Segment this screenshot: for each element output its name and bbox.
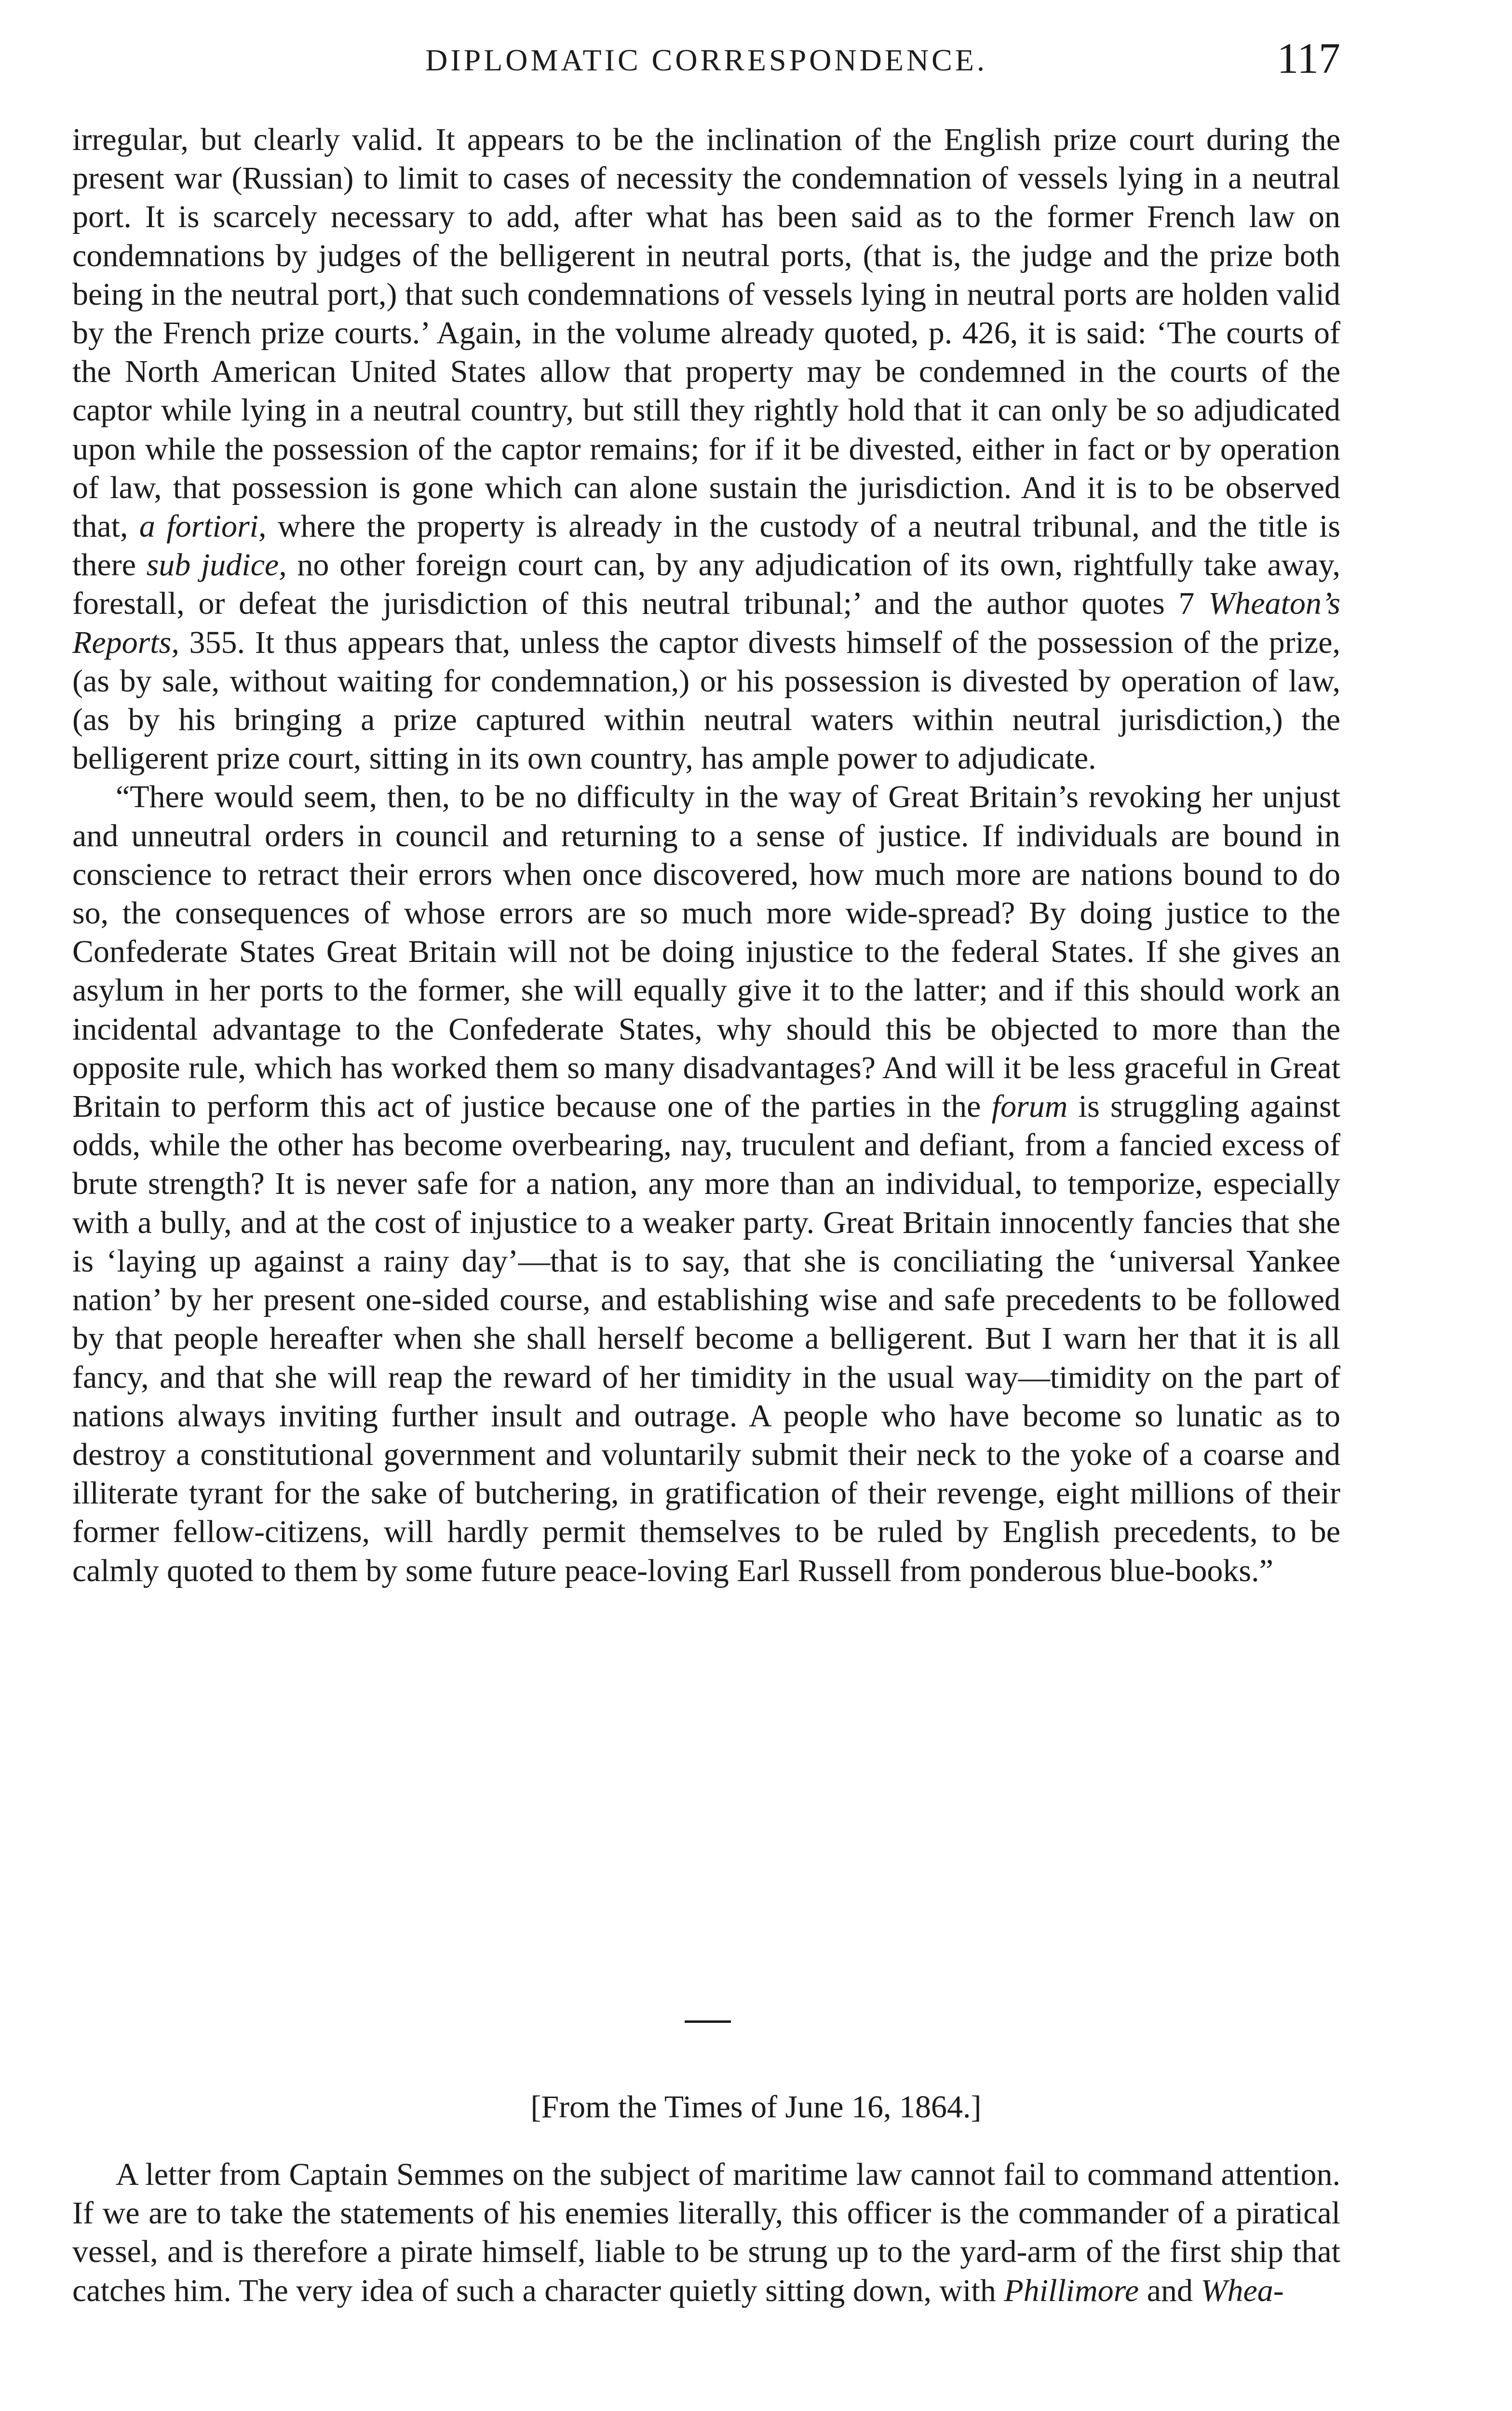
text-run: where the property is already in the custody of a neutral tribunal, and the title is there: [72, 509, 1341, 583]
section-divider: [685, 2020, 731, 2023]
text-run: no other foreign court can, by any adjudication of its own, rightfully take away, forestall, or defeat the jurisdiction of this neutral tribunal;’ and the author quotes 7: [72, 547, 1340, 622]
quoted-paragraph: [72, 778, 1340, 1590]
continued-paragraph: [72, 121, 1340, 778]
closing-paragraph: [72, 2155, 1340, 2310]
page-number: 117: [1277, 35, 1340, 82]
italic-run: Phillimore: [1004, 2273, 1139, 2308]
italic-run: a fortiori,: [139, 509, 267, 544]
text-run: irregular, but clearly valid. It appears to be the inclination of the English prize court during the present war (Russian) to limit to cases of necessity the condemnation of vessels lying in a neutral port. It is scarcely necessary to add, after what has been said as to the former French law on condemnations by judges of the belligerent in neutral ports, (that is, the judge and the prize both being in the neutral port,) that such condemnations of vessels lying in neutral ports are holden valid by the French prize courts.’ Again, in the volume already quoted, p. 426, it is said: ‘The courts of the North American United States allow that property may be condemned in the courts of the captor while lying in a neutral country, but still they rightly hold that it can only be so adjudicated upon while the possession of the captor remains; for if it be divested, either in fact or by operation of law, that possession is gone which can alone sustain the jurisdiction. And it is to be observed that,: [72, 122, 1340, 544]
italic-run: Whea-: [1201, 2273, 1284, 2308]
italic-run: sub judice,: [146, 547, 287, 583]
text-run: “There would seem, then, to be no difficulty in the way of Great Britain’s revoking her unjust and unneutral orders in council and returning to a sense of justice. If individuals are bound in conscience to retract their errors when once discovered, how much more are nations bound to do so, the consequences of whose errors are so much more wide-spread? By doing justice to the Confederate States Great Britain will not be doing injustice to the federal States. If she gives an asylum in her ports to the former, she will equally give it to the latter; and if this should work an incidental advantage to the Confederate States, why should this be objected to more than the opposite rule, which has worked them so many disadvantages? And will it be less graceful in Great Britain to perform this act of justice because one of the parties in the: [72, 779, 1340, 1124]
italic-run: Wheaton’s Reports,: [72, 586, 1340, 660]
source-line: [From the Times of June 16, 1864.]: [530, 2089, 982, 2125]
text-run: A letter from Captain Semmes on the subject of maritime law cannot fail to command attention. If we are to take the statements of his enemies literally, this officer is the commander of a piratical vessel, and is therefore a pirate himself, liable to be strung up to the yard-arm of the first ship that catches him. The very idea of such a character quietly sitting down, with: [72, 2157, 1340, 2308]
running-title: DIPLOMATIC CORRESPONDENCE.: [425, 43, 987, 77]
page-header: [72, 34, 1340, 87]
text-run: and: [1139, 2273, 1201, 2308]
italic-run: forum: [991, 1089, 1068, 1124]
closing-text: [72, 2155, 1340, 2310]
text-run: is struggling against odds, while the other has become overbearing, nay, truculent and defiant, from a fancied excess of brute strength? It is never safe for a nation, any more than an individual, to temporize, especially with a bully, and at the cost of injustice to a weaker party. Great Britain innocently fancies that she is ‘laying up against a rainy day’—that is to say, that she is conciliating the ‘universal Yankee nation’ by her present one-sided course, and establishing wise and safe precedents to be followed by that people hereafter when she shall herself become a belligerent. But I warn her that it is all fancy, and that she will reap the reward of her timidity in the usual way—timidity on the part of nations always inviting further insult and outrage. A people who have become so lunatic as to destroy a constitutional government and voluntarily submit their neck to the yoke of a coarse and illiterate tyrant for the sake of butchering, in gratification of their revenge, eight millions of their former fellow-citizens, will hardly permit themselves to be ruled by English precedents, to be calmly quoted to them by some future peace-loving Earl Russell from ponderous blue-books.”: [72, 1089, 1340, 1588]
text-run: 355. It thus appears that, unless the captor divests himself of the possession of the prize, (as by sale, without waiting for condemnation,) or his possession is divested by operation of law, (as by his bringing a prize captured within neutral waters within neutral jurisdiction,) the belligerent prize court, sitting in its own country, has ample power to adjudicate.: [72, 624, 1340, 776]
main-text: [72, 121, 1340, 1590]
